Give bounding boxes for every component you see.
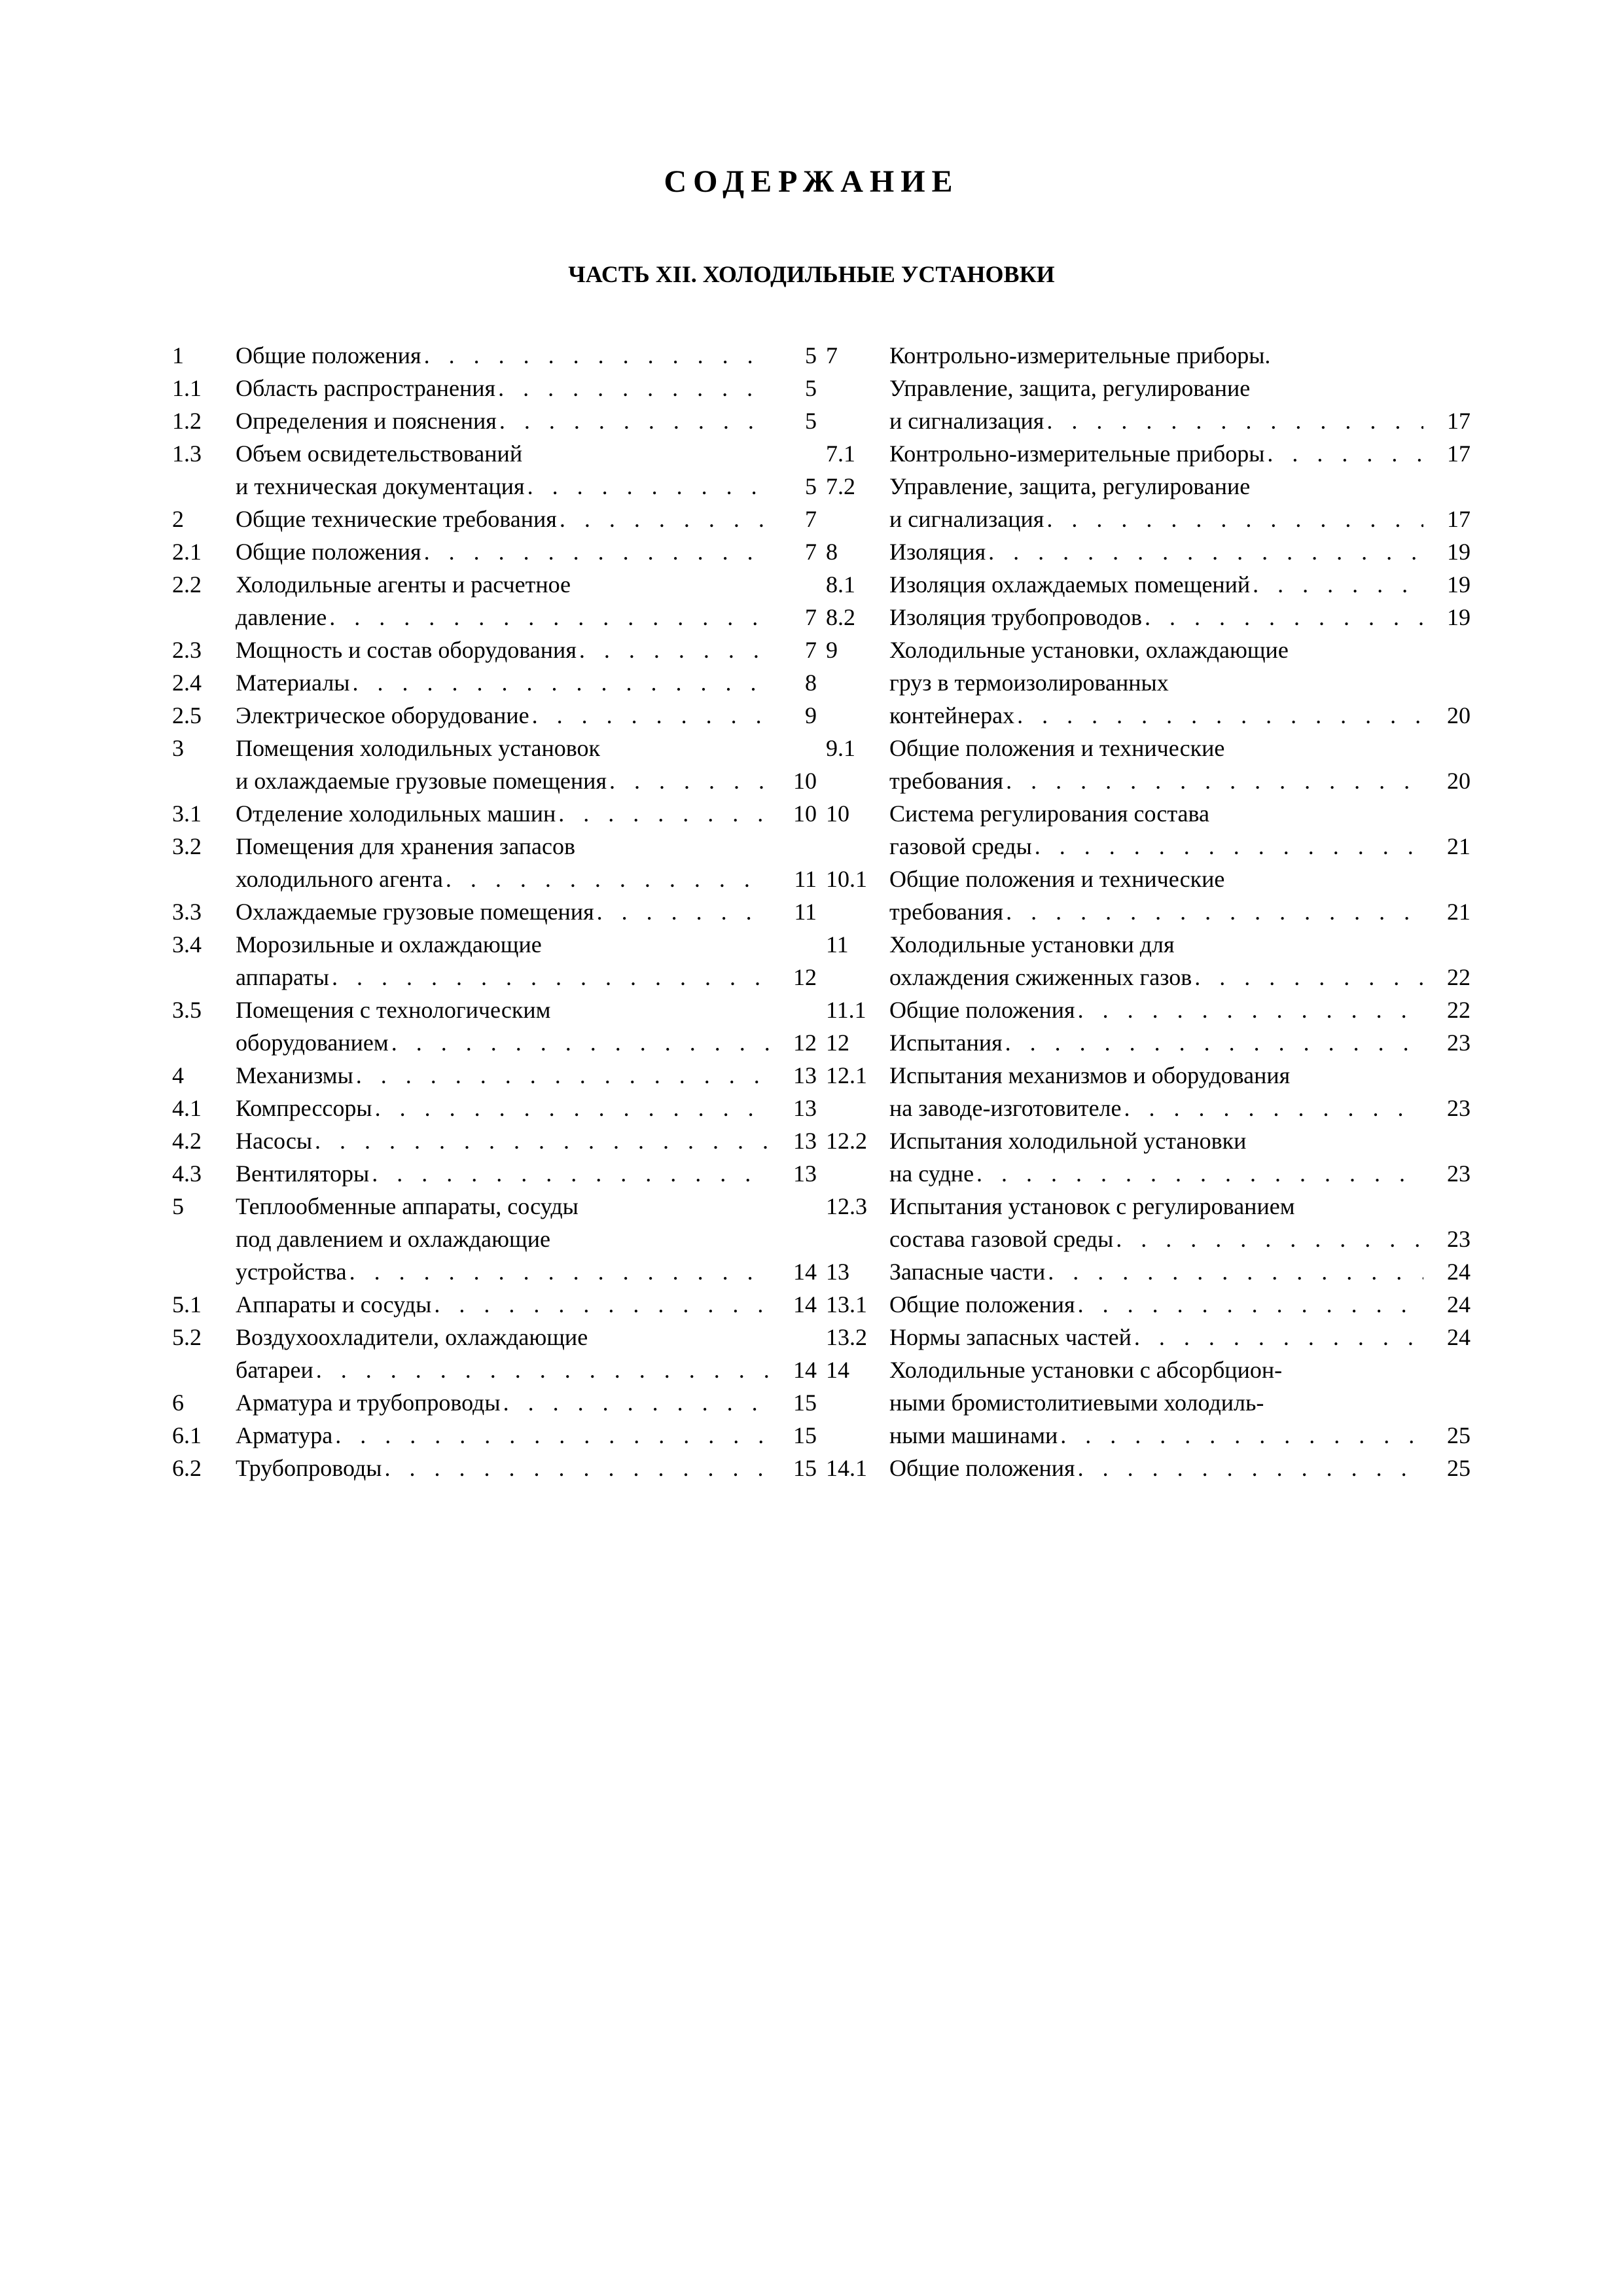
dot-leader [421,339,770,372]
toc-entry-number: 13.1 [826,1291,867,1318]
dot-leader [501,1386,770,1419]
toc-entry-number: 8.1 [826,571,855,598]
toc-entry-page: 15 [793,1390,817,1416]
toc-entry-page: 23 [1447,1095,1471,1121]
toc-entry [826,634,1471,732]
dot-leader [577,634,770,666]
toc-entry-title-line: холодильного агента [236,866,443,892]
toc-entry [826,1124,1471,1190]
toc-entry-title-line: Область распространения [236,375,496,401]
dot-leader [312,1124,770,1157]
toc-entry-title-line: аппараты [236,964,329,990]
toc-entry-page: 21 [1447,833,1471,859]
toc-entry-title-line: Общие положения [889,1455,1075,1481]
dot-leader [1003,895,1423,928]
dot-leader [372,1092,770,1124]
toc-entry-page: 23 [1447,1030,1471,1056]
toc-entry-title-line: Насосы [236,1128,313,1154]
toc-entry [172,994,817,1059]
toc-entry-number: 3.3 [172,899,202,925]
dot-leader [1075,1288,1423,1321]
toc-entry-page: 20 [1447,768,1471,794]
toc-entry-title-line: Общие положения [889,997,1075,1023]
toc-entry-title-line: Арматура и трубопроводы [236,1390,501,1416]
toc-entry-title-line: ными бромистолитиевыми холодиль- [889,1390,1264,1416]
toc-entry [172,1157,817,1190]
toc-entry [826,1059,1471,1124]
toc-entry-page: 7 [805,604,817,630]
dot-leader [1192,961,1423,994]
toc-entry-title-line: Общие положения и технические [889,735,1225,761]
dot-leader [389,1026,770,1059]
toc-entry [826,1452,1471,1484]
toc-entry-number: 5.1 [172,1291,202,1318]
dot-leader [1014,699,1423,732]
toc-entry-number: 13.2 [826,1324,867,1350]
toc-entry-number: 7 [826,342,838,368]
dot-leader [594,895,770,928]
toc-entry-title-line: Изоляция [889,539,986,565]
toc-entry-title-line: Электрическое оборудование [236,702,529,728]
toc-entry-page: 7 [805,506,817,532]
dot-leader [327,601,770,634]
toc-entry-title-line: и охлаждаемые грузовые помещения [236,768,607,794]
dot-leader [1058,1419,1423,1452]
toc-entry [172,1092,817,1124]
dot-leader [986,535,1423,568]
toc-entry-number: 3.2 [172,833,202,859]
toc-entry [826,470,1471,535]
toc-entry [826,994,1471,1026]
toc-entry-title-line: Определения и пояснения [236,408,497,434]
toc-entry-title-line: устройства [236,1259,347,1285]
dot-leader [557,503,770,535]
toc-entry-page: 7 [805,539,817,565]
toc-entry [172,1124,817,1157]
toc-entry-number: 1.2 [172,408,202,434]
dot-leader [525,470,770,503]
toc-entry-title-line: Механизмы [236,1062,353,1088]
dot-leader [607,764,770,797]
dot-leader [382,1452,770,1484]
dot-leader [349,666,770,699]
toc-entry [826,1321,1471,1354]
toc-entry-title-line: Мощность и состав оборудования [236,637,577,663]
dot-leader [1075,994,1423,1026]
toc-entry-title-line: требования [889,899,1004,925]
toc-entry-page: 12 [793,1030,817,1056]
dot-leader [329,961,770,994]
toc-entry-page: 5 [805,473,817,499]
toc-entry-title-line: груз в термоизолированных [889,670,1169,696]
toc-entry-title-line: Испытания [889,1030,1003,1056]
toc-entry-title-line: контейнерах [889,702,1015,728]
toc-entry-title-line: Помещения холодильных установок [236,735,600,761]
part-title: ЧАСТЬ XII. ХОЛОДИЛЬНЫЕ УСТАНОВКИ [568,261,1055,287]
toc-entry-title-line: оборудованием [236,1030,389,1056]
toc-entry-number: 4 [172,1062,184,1088]
toc-entry-page: 5 [805,375,817,401]
toc-entry [172,339,817,372]
toc-entry [172,535,817,568]
toc-entry [172,1452,817,1484]
toc-entry-number: 7.2 [826,473,855,499]
dot-leader [1045,1255,1423,1288]
toc-entry-number: 1.1 [172,375,202,401]
toc-entry-title-line: Испытания механизмов и оборудования [889,1062,1291,1088]
dot-leader [353,1059,770,1092]
dot-leader [1044,404,1423,437]
toc-entry-title-line: Холодильные установки, охлаждающие [889,637,1289,663]
toc-entry [826,863,1471,928]
toc-entry [826,1354,1471,1452]
toc-entry-number: 13 [826,1259,849,1285]
toc-entry-title-line: Материалы [236,670,350,696]
toc-entry-page: 25 [1447,1422,1471,1448]
toc-entry [826,535,1471,568]
toc-entry-title-line: Объем освидетельствований [236,440,523,467]
toc-entry-title-line: на судне [889,1160,974,1187]
toc-entry-title-line: Охлаждаемые грузовые помещения [236,899,594,925]
toc-entry-page: 7 [805,637,817,663]
toc-entry-page: 9 [805,702,817,728]
toc-entry-title-line: Теплообменные аппараты, сосуды [236,1193,579,1219]
toc-entry-title-line: ными машинами [889,1422,1058,1448]
toc-entry-title-line: газовой среды [889,833,1032,859]
dot-leader [431,1288,770,1321]
toc-entry-page: 19 [1447,604,1471,630]
dot-leader [347,1255,770,1288]
toc-entry [172,1288,817,1321]
toc-entry-title-line: Управление, защита, регулирование [889,375,1251,401]
toc-entry-page: 13 [793,1062,817,1088]
toc-entry-title-line: Морозильные и охлаждающие [236,931,542,958]
toc-entry-title-line: Холодильные агенты и расчетное [236,571,571,598]
toc-entry [826,601,1471,634]
toc-entry-title-line: Помещения с технологическим [236,997,551,1023]
toc-entry-title-line: Нормы запасных частей [889,1324,1132,1350]
toc-column-left [172,339,817,1484]
dot-leader [1113,1223,1423,1255]
dot-leader [443,863,770,895]
toc-entry-title-line: Изоляция трубопроводов [889,604,1142,630]
toc-entry-title-line: Контрольно-измерительные приборы. [889,342,1271,368]
toc-entry-number: 3.1 [172,800,202,827]
toc-entry-title-line: требования [889,768,1004,794]
toc-entry-page: 24 [1447,1291,1471,1318]
toc-entry-title-line: Система регулирования состава [889,800,1209,827]
toc-entry-number: 6.1 [172,1422,202,1448]
dot-leader [974,1157,1423,1190]
toc-entry-title-line: Изоляция охлаждаемых помещений [889,571,1251,598]
toc-entry-title-line: Контрольно-измерительные приборы [889,440,1265,467]
dot-leader [1132,1321,1423,1354]
toc-entry-number: 3.5 [172,997,202,1023]
toc-entry [172,1386,817,1419]
toc-entry-page: 23 [1447,1226,1471,1252]
dot-leader [421,535,770,568]
toc-entry-page: 15 [793,1422,817,1448]
toc-entry-number: 8.2 [826,604,855,630]
dot-leader [495,372,770,404]
toc-entry-number: 1.3 [172,440,202,467]
toc-entry [172,732,817,797]
toc-entry-number: 14.1 [826,1455,867,1481]
toc-entry-title-line: Арматура [236,1422,333,1448]
toc-entry [172,699,817,732]
toc-entry-number: 12.2 [826,1128,867,1154]
toc-entry-title-line: Общие положения [236,539,421,565]
page-title: СОДЕРЖАНИЕ [664,164,959,199]
toc-entry-number: 1 [172,342,184,368]
toc-entry [172,1321,817,1386]
toc-entry [172,372,817,404]
toc-entry-title-line: Общие положения [236,342,421,368]
toc-entry [826,732,1471,797]
toc-entry-number: 10 [826,800,849,827]
toc-entry-title-line: Испытания холодильной установки [889,1128,1247,1154]
toc-entry-number: 4.2 [172,1128,202,1154]
toc-entry-page: 22 [1447,997,1471,1023]
toc-entry-page: 25 [1447,1455,1471,1481]
toc-entry-number: 9 [826,637,838,663]
dot-leader [529,699,770,732]
toc-entry-title-line: Вентиляторы [236,1160,370,1187]
toc-entry [172,568,817,634]
toc-column-right [826,339,1471,1484]
dot-leader [369,1157,770,1190]
toc-entry-page: 19 [1447,571,1471,598]
toc-entry-page: 17 [1447,506,1471,532]
dot-leader [1264,437,1423,470]
toc-entry-title-line: батареи [236,1357,313,1383]
toc-entry-number: 2.3 [172,637,202,663]
toc-entry-number: 2.2 [172,571,202,598]
toc-entry-number: 9.1 [826,735,855,761]
toc-entry [826,1288,1471,1321]
toc-entry-page: 11 [794,866,817,892]
toc-entry-title-line: Общие технические требования [236,506,557,532]
toc-entry-number: 12.1 [826,1062,867,1088]
dot-leader [556,797,770,830]
toc-entry [172,1419,817,1452]
toc-entry-number: 14 [826,1357,849,1383]
toc-entry-title-line: Управление, защита, регулирование [889,473,1251,499]
toc-entry-number: 2.1 [172,539,202,565]
toc-entry [172,404,817,437]
toc-entry [172,1190,817,1288]
toc-entry-page: 14 [793,1259,817,1285]
toc-entry-page: 24 [1447,1324,1471,1350]
dot-leader [1250,568,1423,601]
toc-entry-page: 10 [793,800,817,827]
toc-entry-page: 17 [1447,440,1471,467]
toc-entry-number: 6 [172,1390,184,1416]
toc-entry-page: 5 [805,408,817,434]
toc-entry [172,928,817,994]
toc-entry-page: 13 [793,1128,817,1154]
toc-entry [172,1059,817,1092]
toc-entry [826,568,1471,601]
toc-entry-title-line: состава газовой среды [889,1226,1114,1252]
toc-entry-title-line: Общие положения и технические [889,866,1225,892]
dot-leader [1032,830,1423,863]
toc-entry-page: 12 [793,964,817,990]
toc-entry-page: 17 [1447,408,1471,434]
toc-entry-title-line: под давлением и охлаждающие [236,1226,550,1252]
toc-entry-page: 13 [793,1095,817,1121]
dot-leader [497,404,770,437]
toc-entry-title-line: Отделение холодильных машин [236,800,556,827]
toc-entry [172,634,817,666]
toc-entry-title-line: Помещения для хранения запасов [236,833,575,859]
toc-entry-page: 5 [805,342,817,368]
toc-entry-title-line: Холодильные установки с абсорбцион- [889,1357,1283,1383]
toc-entry-page: 20 [1447,702,1471,728]
dot-leader [332,1419,770,1452]
dot-leader [1044,503,1423,535]
toc-entry-title-line: Запасные части [889,1259,1046,1285]
toc-entry [826,1190,1471,1255]
dot-leader [313,1354,770,1386]
toc-entry-number: 5 [172,1193,184,1219]
toc-entry-number: 8 [826,539,838,565]
toc-entry-title-line: на заводе-изготовителе [889,1095,1122,1121]
toc-entry-page: 22 [1447,964,1471,990]
toc-entry-number: 3 [172,735,184,761]
toc-entry-title-line: Испытания установок с регулированием [889,1193,1295,1219]
toc-entry-page: 11 [794,899,817,925]
toc-entry-number: 12.3 [826,1193,867,1219]
dot-leader [1003,764,1423,797]
toc-entry [826,437,1471,470]
toc-entry [826,339,1471,437]
dot-leader [1075,1452,1423,1484]
toc-entry [826,797,1471,863]
toc-entry-title-line: охлаждения сжиженных газов [889,964,1192,990]
dot-leader [1003,1026,1423,1059]
toc-entry-title-line: Аппараты и сосуды [236,1291,432,1318]
toc-entry-title-line: Холодильные установки для [889,931,1175,958]
toc-entry [172,830,817,895]
toc-entry-number: 11 [826,931,849,958]
toc-entry-title-line: давление [236,604,327,630]
toc-entry-page: 14 [793,1291,817,1318]
toc-entry [826,1255,1471,1288]
toc-entry-number: 4.3 [172,1160,202,1187]
toc-entry-number: 4.1 [172,1095,202,1121]
toc-entry-title-line: Компрессоры [236,1095,372,1121]
toc-entry-title-line: и сигнализация [889,408,1044,434]
toc-entry-title-line: Трубопроводы [236,1455,382,1481]
toc-entry-page: 19 [1447,539,1471,565]
toc-entry-page: 8 [805,670,817,696]
toc-entry-page: 24 [1447,1259,1471,1285]
toc-entry-number: 5.2 [172,1324,202,1350]
dot-leader [1142,601,1423,634]
toc-entry [172,437,817,503]
toc-entry-title-line: Общие положения [889,1291,1075,1318]
toc-entry-number: 2 [172,506,184,532]
toc-entry-page: 14 [793,1357,817,1383]
toc-entry-number: 3.4 [172,931,202,958]
toc-entry [826,1026,1471,1059]
toc-entry [172,503,817,535]
toc-entry-title-line: и сигнализация [889,506,1044,532]
toc-entry-page: 10 [793,768,817,794]
toc-entry-number: 11.1 [826,997,866,1023]
toc-entry-number: 12 [826,1030,849,1056]
toc-entry-page: 21 [1447,899,1471,925]
toc-entry-page: 15 [793,1455,817,1481]
toc-entry-page: 13 [793,1160,817,1187]
toc-entry [172,666,817,699]
dot-leader [1122,1092,1424,1124]
toc-entry [826,928,1471,994]
toc-entry-number: 6.2 [172,1455,202,1481]
toc-entry [172,895,817,928]
toc-entry-page: 23 [1447,1160,1471,1187]
toc-entry-number: 10.1 [826,866,867,892]
toc-entry-number: 2.4 [172,670,202,696]
toc-entry-number: 2.5 [172,702,202,728]
toc-entry-number: 7.1 [826,440,855,467]
toc-entry-title-line: Воздухоохладители, охлаждающие [236,1324,588,1350]
toc-entry-title-line: и техническая документация [236,473,525,499]
toc-entry [172,797,817,830]
